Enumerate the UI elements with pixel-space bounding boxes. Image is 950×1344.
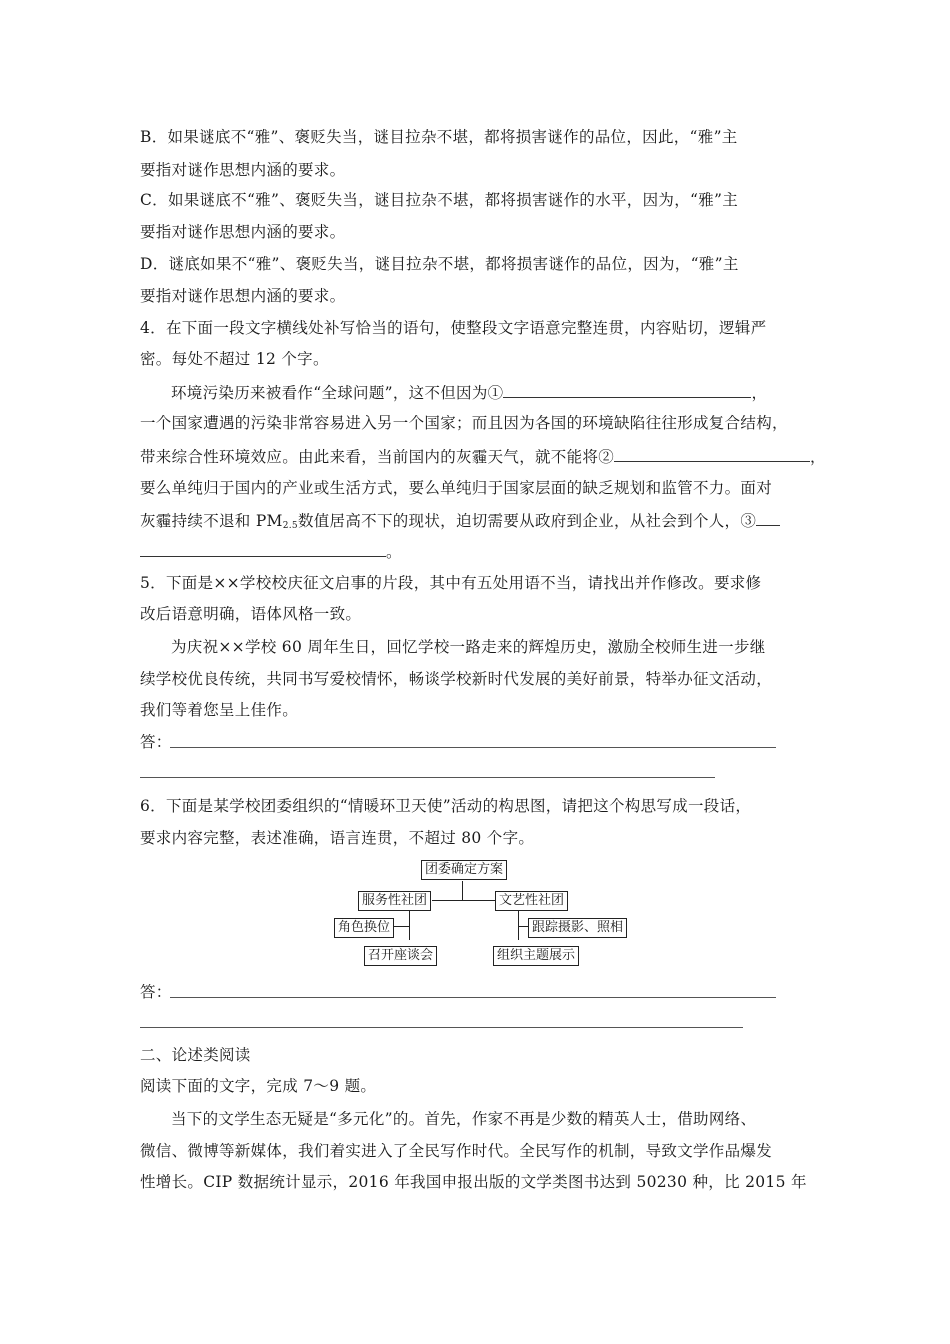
q4-text: 数值居高不下的现状，迫切需要从政府到企业，从社会到个人，③ <box>297 512 757 530</box>
option-b-line2: 要指对谜作思想内涵的要求。 <box>140 161 346 179</box>
q6-answer-label: 答： <box>140 983 172 1001</box>
q5-passage-line1: 为庆祝××学校 60 周年生日，回忆学校一路走来的辉煌历史，激励全校师生进一步继 <box>171 638 766 656</box>
q4-paragraph-line4: 要么单纯归于国内的产业或生活方式，要么单纯归于国家层面的缺乏规划和监管不力。面对 <box>140 479 773 497</box>
passage-line2: 微信、微博等新媒体，我们着实进入了全民写作时代。全民写作的机制，导致文学作品爆发 <box>140 1142 773 1160</box>
diagram-left-child-b: 召开座谈会 <box>364 946 437 966</box>
diagram-right-box: 文艺性社团 <box>495 891 568 911</box>
connector <box>462 881 463 900</box>
q4-text: ， <box>810 448 826 466</box>
diagram-right-child-a: 跟踪摄影、照相 <box>528 918 627 938</box>
connector <box>518 926 528 927</box>
q5-answer-line1[interactable] <box>170 747 776 748</box>
option-d-line1: D．谜底如果不“雅”、褒贬失当，谜目拉杂不堪，都将损害谜作的品位，因为，“雅”主 <box>140 255 739 273</box>
passage-line1: 当下的文学生态无疑是“多元化”的。首先，作家不再是少数的精英人士，借助网络、 <box>171 1110 757 1128</box>
section-heading: 二、论述类阅读 <box>140 1046 251 1064</box>
q4-text: 。 <box>386 543 402 561</box>
q6-answer-line1[interactable] <box>170 997 776 998</box>
diagram-left-box: 服务性社团 <box>358 891 431 911</box>
option-c-line2: 要指对谜作思想内涵的要求。 <box>140 223 346 241</box>
option-c-line1: C．如果谜底不“雅”、褒贬失当，谜目拉杂不堪，都将损害谜作的水平，因为，“雅”主 <box>140 191 739 209</box>
q5-passage-line2: 续学校优良传统，共同书写爱校情怀，畅谈学校新时代发展的美好前景，特举办征文活动， <box>140 670 773 688</box>
option-b-line1: B．如果谜底不“雅”、褒贬失当，谜目拉杂不堪，都将损害谜作的品位，因此，“雅”主 <box>140 128 738 146</box>
passage-line3: 性增长。CIP 数据统计显示，2016 年我国申报出版的文学类图书达到 50230 种，比 2015 年 <box>140 1173 807 1191</box>
section-instruction: 阅读下面的文字，完成 7～9 题。 <box>140 1077 377 1095</box>
q4-paragraph-line2: 一个国家遭遇的污染非常容易进入另一个国家；而且因为各国的环境缺陷往往形成复合结构， <box>140 414 788 432</box>
connector <box>393 926 409 927</box>
q5-passage-line3: 我们等着您呈上佳作。 <box>140 701 299 719</box>
q4-text: 带来综合性环境效应。由此来看，当前国内的灰霾天气，就不能将② <box>140 448 615 466</box>
q4-paragraph-line3 <box>140 446 826 467</box>
q6-prompt-line2: 要求内容完整，表述准确，语言连贯，不超过 80 个字。 <box>140 829 535 847</box>
q4-prompt-line1: 4．在下面一段文字横线处补写恰当的语句，使整段文字语意完整连贯，内容贴切，逻辑严 <box>140 319 767 337</box>
q4-paragraph-line1 <box>171 382 767 403</box>
q6-prompt-line1: 6．下面是某学校团委组织的“情暖环卫天使”活动的构思图，请把这个构思写成一段话， <box>140 797 752 815</box>
diagram-right-child-b: 组织主题展示 <box>493 946 579 966</box>
connector <box>432 900 495 901</box>
diagram-root-box: 团委确定方案 <box>421 860 507 880</box>
option-d-line2: 要指对谜作思想内涵的要求。 <box>140 287 346 305</box>
connector <box>518 909 519 940</box>
connector <box>409 909 410 940</box>
blank-1[interactable] <box>503 382 751 398</box>
blank-2[interactable] <box>614 446 810 462</box>
q4-prompt-line2: 密。每处不超过 12 个字。 <box>140 350 329 368</box>
q5-answer-label: 答： <box>140 733 172 751</box>
q5-answer-line2[interactable] <box>140 777 715 778</box>
q5-prompt-line2: 改后语意明确，语体风格一致。 <box>140 605 362 623</box>
blank-3[interactable] <box>756 510 780 526</box>
blank-3-continued[interactable] <box>140 541 386 557</box>
q4-paragraph-line6 <box>140 541 402 562</box>
q5-prompt-line1: 5．下面是××学校校庆征文启事的片段，其中有五处用语不当，请找出并作修改。要求修 <box>140 574 762 592</box>
q4-text: 环境污染历来被看作“全球问题”，这不但因为① <box>171 384 504 402</box>
q6-answer-line2[interactable] <box>140 1027 743 1028</box>
diagram-left-child-a: 角色换位 <box>334 918 394 938</box>
q4-text: ， <box>751 384 768 402</box>
q4-paragraph-line5 <box>140 510 780 536</box>
q4-text: 灰霾持续不退和 PM <box>140 512 283 530</box>
pm-subscript: 2.5 <box>282 521 298 531</box>
